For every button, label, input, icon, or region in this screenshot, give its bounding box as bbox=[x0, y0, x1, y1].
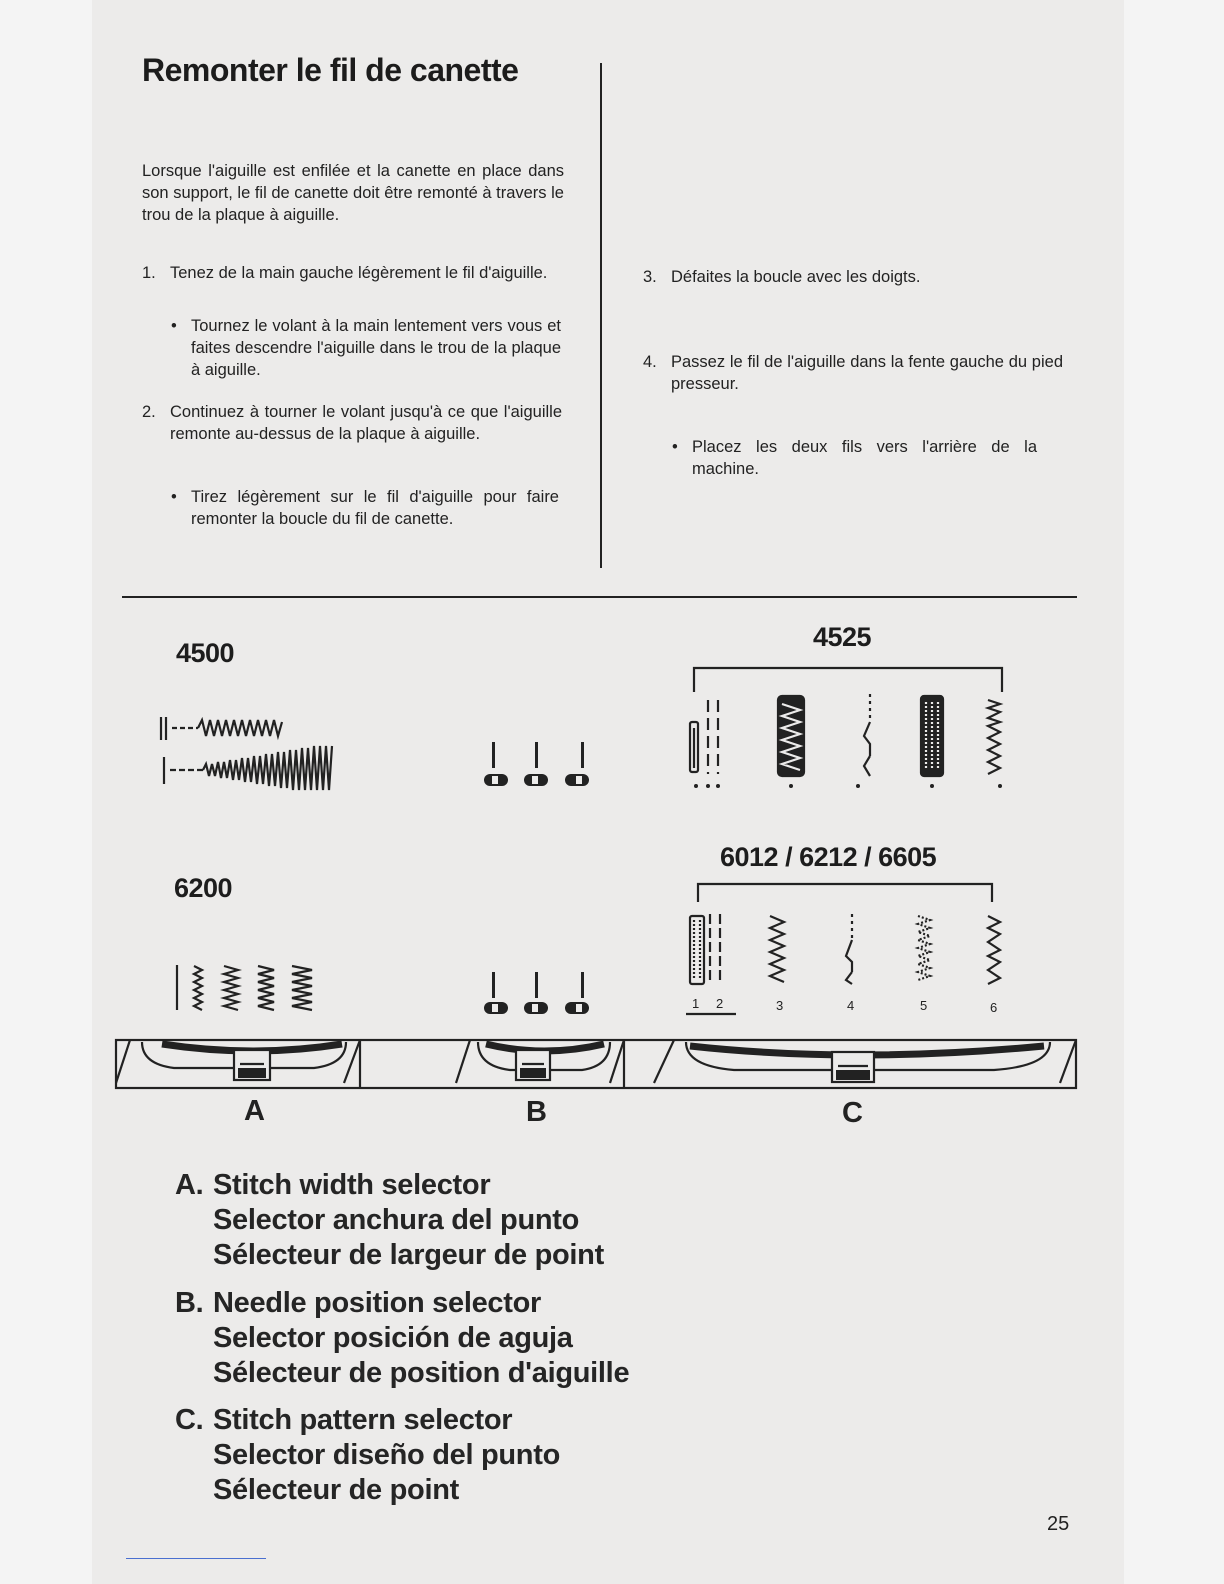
legend-letter: C. bbox=[175, 1404, 204, 1436]
step-3-text: Défaites la boucle avec les doigts. bbox=[671, 268, 921, 286]
legend-en: Stitch width selector bbox=[213, 1169, 491, 1201]
legend-item-c bbox=[175, 1403, 675, 1507]
pattern-number-1: 1 bbox=[692, 996, 700, 1011]
model-label-4525: 4525 bbox=[813, 622, 872, 652]
step-2-number: 2. bbox=[142, 403, 156, 421]
needle-position-icon-6200 bbox=[484, 968, 599, 1020]
model-label-6200: 6200 bbox=[174, 873, 233, 903]
pattern-number-5: 5 bbox=[920, 998, 928, 1013]
needle-position-icon-4500 bbox=[484, 738, 599, 790]
legend-es: Selector diseño del punto bbox=[213, 1439, 560, 1471]
selector-label-a: A bbox=[244, 1095, 265, 1127]
pattern-number-2: 2 bbox=[716, 996, 724, 1011]
page-number: 25 bbox=[1047, 1513, 1070, 1535]
legend-letter: A. bbox=[175, 1169, 204, 1201]
step-4-text: Passez le fil de l'aiguille dans la fente gauche du pied presseur. bbox=[671, 353, 1063, 393]
legend-fr: Sélecteur de largeur de point bbox=[213, 1239, 604, 1271]
machine-front-panel bbox=[114, 1028, 1080, 1094]
page-title: Remonter le fil de canette bbox=[142, 52, 519, 88]
model-label-4500: 4500 bbox=[176, 638, 235, 668]
link-underline bbox=[126, 1558, 266, 1559]
step-2-bullet-text: Tirez légèrement sur le fil d'aiguille pour faire remonter la boucle du fil de canette. bbox=[191, 488, 559, 528]
column-divider bbox=[600, 63, 602, 568]
step-4-number: 4. bbox=[643, 353, 657, 371]
selector-label-b: B bbox=[526, 1096, 547, 1128]
section-divider bbox=[122, 596, 1077, 598]
legend-es: Selector posición de aguja bbox=[213, 1322, 573, 1354]
intro-paragraph: Lorsque l'aiguille est enfilée et la canette en place dans son support, le fil de canette doit être remonté à travers le trou de la plaque à aiguille. bbox=[142, 162, 564, 224]
step-1-bullet-text: Tournez le volant à la main lentement vers vous et faites descendre l'aiguille dans le trou de la plaque à aiguille. bbox=[191, 317, 561, 379]
step-2-text: Continuez à tourner le volant jusqu'à ce que l'aiguille remonte au-dessus de la plaque à aiguille. bbox=[170, 403, 562, 443]
legend-letter: B. bbox=[175, 1287, 204, 1319]
step-4-bullet-text: Placez les deux fils vers l'arrière de la machine. bbox=[692, 438, 1037, 478]
legend-en: Stitch pattern selector bbox=[213, 1404, 513, 1436]
model-label-6012-6212-6605: 6012 / 6212 / 6605 bbox=[720, 842, 937, 872]
legend-es: Selector anchura del punto bbox=[213, 1204, 580, 1236]
stitch-width-icon-4500 bbox=[158, 712, 348, 792]
pattern-number-4: 4 bbox=[847, 998, 855, 1013]
bullet-mark: • bbox=[171, 488, 177, 506]
stitch-pattern-icons-4525 bbox=[688, 664, 1018, 794]
pattern-number-3: 3 bbox=[776, 998, 784, 1013]
step-3-number: 3. bbox=[643, 268, 657, 286]
legend-en: Needle position selector bbox=[213, 1287, 541, 1319]
selector-label-c: C bbox=[842, 1097, 863, 1129]
legend-item-a bbox=[175, 1168, 675, 1272]
step-1-text: Tenez de la main gauche légèrement le fil d'aiguille. bbox=[170, 264, 548, 282]
bullet-mark: • bbox=[672, 438, 678, 456]
bullet-mark: • bbox=[171, 317, 177, 335]
legend-fr: Sélecteur de position d'aiguille bbox=[213, 1357, 630, 1389]
legend-item-b bbox=[175, 1286, 695, 1390]
pattern-number-6: 6 bbox=[990, 1000, 998, 1015]
stitch-width-icon-6200 bbox=[172, 962, 322, 1014]
stitch-pattern-icons-6012 bbox=[686, 880, 1006, 1020]
legend-fr: Sélecteur de point bbox=[213, 1474, 459, 1506]
step-1-number: 1. bbox=[142, 264, 156, 282]
